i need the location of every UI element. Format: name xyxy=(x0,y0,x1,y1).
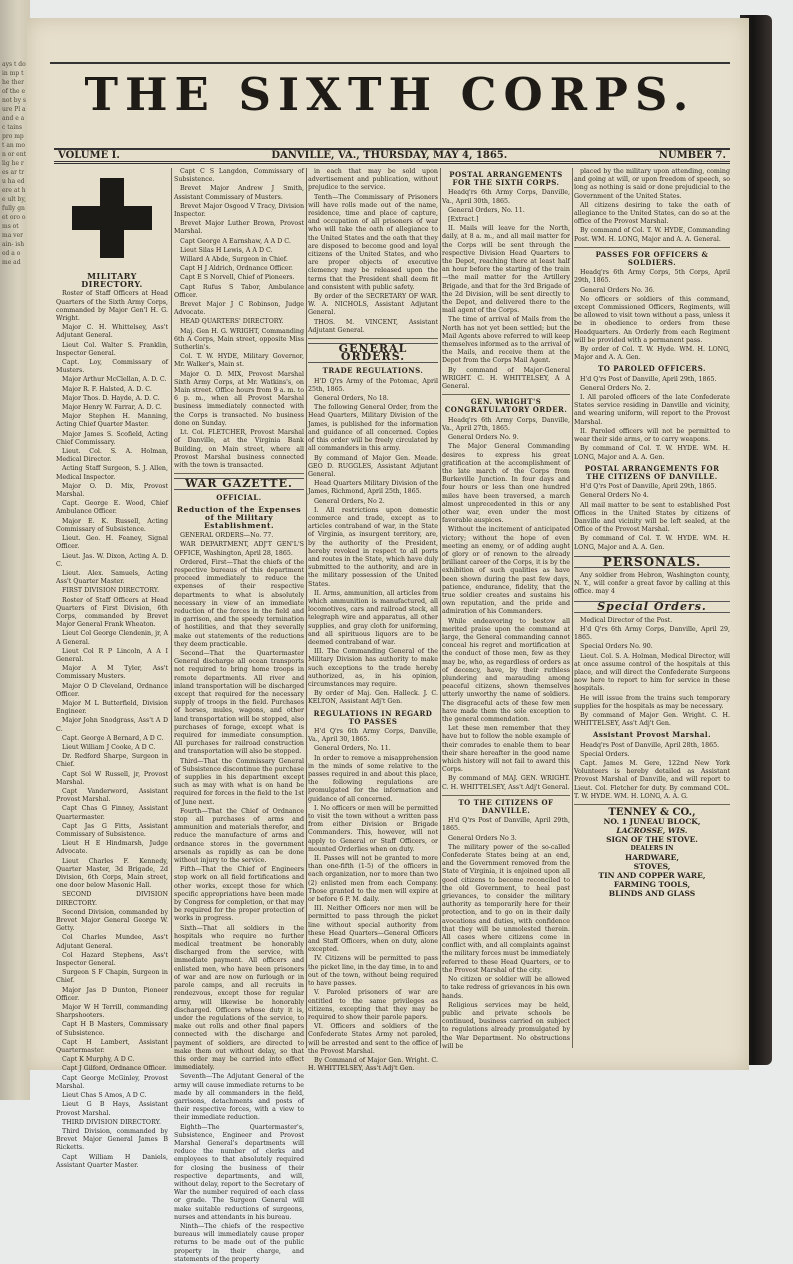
article-paragraph: Second—That the Quartermaster General discharge all ocean transports not required to bring home troops in remote departments. All river and inland transportation will be discharged except that required for the necessary supply of troops in the field. Purchases of horses, mules, wagons, and other land transportation will be stopped, also purchases of forage, except what is required for immediate consumption. All purchases for railroad construction and transportation will also be stopped. xyxy=(174,649,304,756)
ad-dealers: DEALERS IN xyxy=(630,845,674,853)
article-paragraph: General Orders, No 2. xyxy=(314,497,385,505)
greek-cross-emblem xyxy=(72,178,152,258)
col1-body xyxy=(56,290,168,1170)
article-paragraph: WAR DEPARTMENT, ADJ'T GEN'L'S OFFICE, Washington, April 28, 1865. xyxy=(174,541,304,557)
article-paragraph: THIRD DIVISION DIRECTORY. xyxy=(62,1118,161,1126)
trade-body xyxy=(308,378,438,707)
article-paragraph: Brevet Major J C Robinson, Judge Advocate. xyxy=(174,301,304,317)
article-paragraph: In order to remove a misapprehension in the minds of some relative to the passes required in and about this place, the following regulations are promulgated for the information and guidance of all concerned. xyxy=(308,754,438,803)
article-paragraph: Ninth—The chiefs of the respective bureaus will immediately cause proper returns to be made out of the public property in their charge, and statements of the property xyxy=(174,1222,304,1263)
article-paragraph: General Orders No 4. xyxy=(580,492,649,500)
postal-body xyxy=(442,189,570,391)
article-paragraph: III. Neither Officers nor men will be permitted to pass through the picket line without special authority from these Head Quarters—General Officers and Staff Officers, when on duty, alone excepted. xyxy=(308,905,438,954)
article-paragraph: FIRST DIVISION DIRECTORY. xyxy=(62,587,160,595)
citizens-heading: TO THE CITIZENS OF DANVILLE. xyxy=(458,797,554,816)
article-paragraph: Capt H B Masters, Commissary of Subsistence. xyxy=(56,1021,168,1037)
article-paragraph: By order of Maj. Gen. Halleck. J. C. KELTON, Assistant Adj't Gen. xyxy=(308,690,438,706)
special-orders-heading: Special Orders. xyxy=(574,601,730,613)
article-paragraph: Major John Snodgrass, Ass't A D C. xyxy=(56,717,168,733)
article-paragraph: Major James S. Scofield, Acting Chief Commissary. xyxy=(56,430,168,446)
article-paragraph: Major Thos. D. Hayde, A. D. C. xyxy=(62,394,160,402)
military-directory-heading: MILITARY DIRECTORY. xyxy=(81,271,143,290)
postal2-heading: POSTAL ARRANGEMENTS FOR THE CITIZENS OF DANVILLE. xyxy=(584,463,720,481)
article-paragraph: Lieut Charles F. Kennedy, Quarter Master, 3d Brigade, 2d Division, 6th Corps, Main street, one door below Masonic Hall. xyxy=(56,857,168,890)
article-paragraph: Sixth—That all soldiers in the hospitals who require no further medical treatment be honorably discharged from the service, with immediate payment. All officers and enlisted men, who have been prisoners of war and are now on furlough or in parole camps, and all recruits in rendezvous, except those for regular army, will likewise be honorably discharged. Officers whose duty it is, under the regulations of the service, to make out rolls and other final papers connected with the discharge and payment of soldiers, are directed to make them out without delay, so that this order may be carried into effect immediately. xyxy=(174,924,304,1072)
trade-regulations-heading: TRADE REGULATIONS. xyxy=(322,366,424,376)
article-paragraph: II. Passes will not be granted to more than one-fifth (1-5) of the officers in each organization, nor to more than two (2) enlisted men from each Company. Those granted to the men will expire at or before 6 P. M. daily. xyxy=(308,855,438,904)
article-paragraph: Acting Staff Surgeon, S. J. Allen, Medical Inspector. xyxy=(56,465,168,481)
paroled-body xyxy=(574,376,730,462)
article-paragraph: Ordered, First—That the chiefs of the respective bureaus of this department proceed immediately to reduce the expenses of their respective departments to what is absolutely necessary in view of an immediate reduction of the forces in the field and in garrison, and the speedy termination of hostilities, and that they severally make out statements of the reductions they deem practicable. xyxy=(174,558,304,648)
article-paragraph: Capt. George A Bernard, A D C. xyxy=(62,734,164,742)
article-paragraph: By order of Col. T. W. Hyde. WM. H. LONG, Major and A. A. Gen. xyxy=(574,346,730,362)
column-rule xyxy=(171,168,172,1048)
citizens-body xyxy=(442,817,570,1051)
article-paragraph: I. All restrictions upon domestic commerce and trade, except as to articles contraband of war, in the State of Virginia, as insurgent territory, are, by the authority of the President, hereby revoked in respect to all ports and routes in the State, which have duly submitted to the authority, and are in the military possession of the United States. xyxy=(308,506,438,588)
article-paragraph: No officers or soldiers of this command, except Commissioned Officers, Regiments, will be allowed to visit town without a pass, unless it be in obedience to orders from these Headquarters. An Orderly from each Regiment will be provided with a permanent pass. xyxy=(574,295,730,344)
article-paragraph: Third Division, commanded by Brevet Major General James B Ricketts. xyxy=(56,1127,168,1152)
article-paragraph: Col Hazard Stephens, Ass't Inspector General. xyxy=(56,951,168,968)
article-paragraph: Tenth—The Commissary of Prisoners will have rolls made out of the name, residence, time and place of capture, and occupation of all prisoners of war who will take the oath of allegiance to the United States and the oath that they are disposed to become good and loyal citizens of the United States, and who are proper objects of executive clemency may be released upon the terms that the President shall deem fit and consistent with public safety. xyxy=(308,193,438,291)
left-page-fragment-text: ays t do in mp the ther of the e not by sure Pl a and e ac tains pro mpt an mon or ent lig he res ar tru ha ed ere at he ult by, fully gnet oro oms ot ma ver ain- ish ed a ome ad xyxy=(2,61,27,266)
divider xyxy=(442,394,570,395)
article-paragraph: Willard A Abde, Surgeon in Chief. xyxy=(180,256,288,264)
article-paragraph: Fourth—That the Chief of Ordnance stop all purchases of arms and ammunition and materials therefor, and reduce the manufacture of arms and ordnance stores in the government arsenals as rapidly as can be done without injury to the service. xyxy=(174,807,304,865)
personals-heading: PERSONALS. xyxy=(574,556,730,568)
article-paragraph: Roster of Staff Officers at Head Quarters of the Sixth Army Corps, commanded by Major Gen'l H. G. Wright. xyxy=(56,290,168,323)
article-paragraph: While endeavoring to bestow all merited praise upon the command at large, the General commanding cannot conceal his regret and mortification at the conduct of those men, few as they may be, who, as regardless of orders as of decency, have, by their ruthless plundering and marauding among peaceful citizens, shown themselves utterly unworthy the name of soldiers. The disgraceful acts of these few men have made them the sole exception to the general commendation. xyxy=(442,617,570,723)
article-paragraph: H'd Q'rs Post of Danville, April 29th, 1865. xyxy=(580,483,717,491)
article-paragraph: Major O D Cleveland, Ordnance Officer. xyxy=(56,682,168,698)
article-paragraph: By command of Col. T. W. HYDE. WM. H. LONG, Major and A. A. Gen. xyxy=(574,445,730,461)
general-orders-heading: GENERAL ORDERS. xyxy=(308,343,438,363)
ad-goods-3: TIN AND COPPER WARE, xyxy=(598,871,706,881)
congratulatory-heading: GEN. WRIGHT'S CONGRATULATORY ORDER. xyxy=(444,397,568,415)
article-paragraph: Special Orders. xyxy=(580,750,630,758)
column-2 xyxy=(174,168,304,1263)
article-paragraph: Lieut Col. Walter S. Franklin, Inspector General. xyxy=(56,341,168,357)
advertisement xyxy=(574,808,730,898)
postal-heading: POSTAL ARRANGEMENTS FOR THE SIXTH CORPS. xyxy=(449,170,563,188)
article-paragraph: Lieut H E Hindmarsh, Judge Advocate. xyxy=(56,840,168,856)
article-paragraph: General Orders No 3. xyxy=(448,834,517,842)
volume-label: VOLUME I. xyxy=(58,150,120,161)
column-rule xyxy=(306,168,307,1048)
article-paragraph: Lieut. Jas. W. Dixon, Acting A. D. C. xyxy=(56,552,168,568)
article-paragraph: The following General Order, from the Head Quarters, Military Division of the James, is published for the information and guidance of all concerned. Copies of this order will be freely circulated by all commanders in this army. xyxy=(308,404,438,453)
article-paragraph: Medical Director of the Post. xyxy=(580,616,673,624)
article-paragraph: VI. Officers and soldiers of the Confederate States Army not paroled, will be arrested and sent to the office of the Provost Marshal. xyxy=(308,1023,438,1055)
ad-address: NO. 1 JUNEAU BLOCK, xyxy=(603,817,701,827)
article-paragraph: Major W H Terrill, commanding Sharpshooters. xyxy=(56,1004,168,1020)
column-1 xyxy=(56,168,168,1169)
article-paragraph: By command of MAJ. GEN. WRIGHT. C. H. WHITTELSEY, Ass't Adj't General. xyxy=(442,775,570,791)
ad-goods-4: FARMING TOOLS, xyxy=(613,880,691,890)
article-paragraph: GENERAL ORDERS—No. 77. xyxy=(180,532,274,540)
article-paragraph: Capt C S Langdon, Commissary of Subsistence. xyxy=(174,168,304,184)
article-paragraph: Brevet Major Osgood V Tracy, Division Inspector. xyxy=(174,202,304,219)
article-paragraph: Capt. James M. Gere, 122nd New York Volunteers is hereby detailed as Assistant Provost Marshal of Danville, and will report to Lieut. Col. Fletcher for duty. By command COL. T. W. HYDE. WM. H. LONG, A. A. G. xyxy=(574,760,730,800)
article-paragraph: Lieut William J Cooke, A D C. xyxy=(62,743,156,751)
postal2-body xyxy=(574,483,730,552)
article-paragraph: All citizens desiring to take the oath of allegiance to the United States, can do so at the office of the Provost Marshal. xyxy=(574,201,730,226)
article-paragraph: in each that may be sold upon advertisement and publication, without prejudice to the service. xyxy=(308,168,438,192)
col5-body-1 xyxy=(574,168,730,244)
article-paragraph: Capt H J Aldrich, Ordnance Officer. xyxy=(180,265,293,273)
article-paragraph: Col Charles Mundee, Ass't Adjutant General. xyxy=(56,934,168,950)
article-paragraph: Major A M Tyler, Ass't Commissary Musters. xyxy=(56,665,168,681)
special-body xyxy=(574,617,730,729)
article-paragraph: By command of Col. T. W. HYDE. WM. H. LONG, Major and A. A. Gen. xyxy=(574,535,730,551)
article-paragraph: H'd Q'rs Post of Danville, April 29th, 1865. xyxy=(442,817,570,833)
article-paragraph: II. Paroled officers will not be permitted to wear their side arms, or to carry weapons. xyxy=(574,427,730,444)
article-paragraph: Major Jas D Dunton, Pioneer Officer. xyxy=(56,986,168,1002)
reduction-heading: Reduction of the Expenses of the Military Establishment. xyxy=(176,504,302,530)
article-paragraph: Capt K Murphy, A D C. xyxy=(62,1056,135,1064)
regulations-body xyxy=(308,728,438,1073)
personals-body xyxy=(574,572,730,597)
col2-body xyxy=(174,168,304,470)
article-paragraph: Capt Vanderword, Assistant Provost Marshal. xyxy=(56,787,168,804)
article-paragraph: SECOND DIVISION DIRECTORY. xyxy=(56,891,168,907)
article-paragraph: Religious services may be held, public and private schools be continued, business carried on subject to regulations already promulgated by the War Department. No obstructions will be xyxy=(442,1001,570,1050)
apm-heading: Assistant Provost Marshal. xyxy=(592,730,712,740)
article-paragraph: General Orders No. 2. xyxy=(580,384,651,392)
masthead-title: THE SIXTH CORPS. xyxy=(50,62,730,138)
ad-name: TENNEY & CO., xyxy=(608,807,696,819)
article-paragraph: Eighth—The Quartermaster's, Subsistence, Engineer and Provost Marshal General's departments will reduce the number of clerks and employees to that absolutely required for closing the business of their respective departments, and will, without delay, report to the Secretary of War the number required of each class or grade. The Surgeon General will make suitable reductions of surgeons, nurses and attendants in his bureau. xyxy=(174,1123,304,1221)
issue-number: NUMBER 7. xyxy=(658,150,726,161)
article-paragraph: Major O. D. Mix, Provost Marshal. xyxy=(56,482,168,499)
article-paragraph: Fifth—That the Chief of Engineers stop work on all field fortifications and other works, except those for which specific appropriations have been made by Congress for completion, or that may be required for the proper protection of works in progress. xyxy=(174,866,304,923)
article-paragraph: II. Arms, ammunition, all articles from which ammunition is manufactured, all locomotives, cars and railroad stock, all telegraph wire and apparatus, all other supplies, and gray cloth for uniforming, and all spirituous liquors are to be deemed contraband of war. xyxy=(308,589,438,646)
ad-sign: SIGN OF THE STOVE. xyxy=(606,835,698,845)
article-paragraph: General Orders, No. 11. xyxy=(448,206,525,214)
article-paragraph: H'd Q'rs 6th Army Corps, Danville, April 29, 1865. xyxy=(574,625,730,642)
article-paragraph: III. The Commanding General of the Military Division has authority to make such exceptions to the trade hereby authorized, as, in his opinion, circumstances may require. xyxy=(308,648,438,688)
article-paragraph: placed by the military upon attending, coming and going at will, or upon freedom of speech, so long as nothing is said or done prejudicial to the Government of the United States. xyxy=(574,168,730,200)
article-paragraph: Capt Sol W Russell, jr, Provost Marshal. xyxy=(56,770,168,786)
article-paragraph: Special Orders No. 90. xyxy=(580,643,653,651)
ad-goods-1: HARDWARE, xyxy=(625,853,679,863)
article-paragraph: Col. T. W. HYDE, Military Governor, Mr. Walker's, Main st. xyxy=(174,353,304,369)
column-rule xyxy=(440,168,441,1048)
article-paragraph: Headq'rs Post of Danville, April 28th, 1865. xyxy=(580,741,720,749)
divider xyxy=(442,795,570,796)
article-paragraph: Lieut G B Hays, Assistant Provost Marshal. xyxy=(56,1101,168,1117)
ad-goods-2: STOVES, xyxy=(633,862,671,872)
article-paragraph: General Orders No. 36. xyxy=(580,286,655,294)
article-paragraph: THOS. M. VINCENT, Assistant Adjutant General. xyxy=(308,318,438,334)
article-paragraph: Second Division, commanded by Brevet Major General George W. Getty. xyxy=(56,908,168,933)
article-paragraph: I. All paroled officers of the late Confederate States service residing in Danville and vicinity, and wearing uniform, will report to the Provost Marshal. xyxy=(574,394,730,426)
column-3 xyxy=(308,168,438,1073)
article-paragraph: By Command of Major Gen. Wright. C. H. WHITTELSEY, Ass't Adj't Gen. xyxy=(308,1056,438,1073)
ad-goods-5: BLINDS AND GLASS xyxy=(608,889,696,899)
article-paragraph: General Orders, No 18. xyxy=(314,395,389,403)
article-paragraph: By command of Major-General WRIGHT. C. H. WHITTELSEY, A A General. xyxy=(442,366,570,391)
article-paragraph: Any soldier from Hebron, Washington county, N. Y., will confer a great favor by calling at this office. may 4 xyxy=(574,571,730,596)
article-paragraph: Lieut. Col. S. A. Holman, Medical Director, will at once assume control of the hospitals at this place, and will direct the Confederate Surgeons now here to report to him for service in these hospitals. xyxy=(574,652,730,693)
article-paragraph: Roster of Staff Officers at Head Quarters of First Division, 6th Corps, commanded by Brevet Major General Frank Wheaton. xyxy=(56,596,168,629)
place-date: DANVILLE, VA., THURSDAY, MAY 4, 1865. xyxy=(271,150,508,161)
article-paragraph: Capt J Gilford, Ordnance Officer. xyxy=(62,1065,167,1073)
war-gazette-heading: WAR GAZETTE. xyxy=(174,478,304,490)
article-paragraph: Major Henry W. Farrar, A. D. C. xyxy=(62,404,162,412)
article-paragraph: Capt. George E. Wood, Chief Ambulance Officer. xyxy=(56,500,168,516)
article-paragraph: Capt H Lambert, Assistant Quartermaster. xyxy=(56,1038,168,1055)
article-paragraph: Major C. H. Whittelsey, Ass't Adjutant General. xyxy=(56,324,168,340)
official-heading: OFFICIAL. xyxy=(216,493,262,503)
article-paragraph: Surgeon S F Chapin, Surgeon in Chief. xyxy=(56,969,168,985)
article-paragraph: Capt George A Earnshaw, A A D C. xyxy=(180,237,291,245)
ad-city: LACROSSE, WIS. xyxy=(616,826,688,836)
article-paragraph: Headq'rs 6th Army Corps, Danville, Va., April 30th, 1865. xyxy=(442,189,570,205)
article-paragraph: H'd Q'rs 6th Army Corps, Danville, Va., April 30, 1865. xyxy=(308,728,438,744)
column-4 xyxy=(442,168,570,1048)
article-paragraph: Major Stephen H. Manning, Acting Chief Quarter Master. xyxy=(56,413,168,429)
left-page-edge xyxy=(0,0,30,1100)
divider xyxy=(574,804,730,805)
article-paragraph: By command of Major Gen. Meade. GEO D. RUGGLES, Assistant Adjutant General. xyxy=(308,454,438,478)
article-paragraph: Capt Chas G Finney, Assistant Quartermaster. xyxy=(56,805,168,821)
dateline xyxy=(54,148,730,164)
divider xyxy=(574,247,730,248)
article-paragraph: H'D Q'rs Army of the Potomac, April 25th, 1865. xyxy=(308,377,438,393)
article-paragraph: Third—That the Commissary General of Subsistence discontinue the purchase of supplies in his department except such as may with what is on hand be required for forces in the field to the 1st of June next. xyxy=(174,757,304,806)
article-paragraph: Headq'rs 6th Army Corps, Danville, Va., April 27th, 1865. xyxy=(442,416,570,432)
article-paragraph: Major E. K. Russell, Acting Commissary of Subsistence. xyxy=(56,517,168,533)
article-paragraph: Major O. D. MIX, Provost Marshal Sixth Army Corps, at Mr. Watkins's, on Main street. Office hours from 9 a. m. to 6 p. m., when all Provost Marshal business immediately connected with the Corps is transacted. No business done on Sunday. xyxy=(174,370,304,427)
article-paragraph: Capt. Loy, Commissary of Musters. xyxy=(56,359,168,375)
congrat-body xyxy=(442,417,570,792)
article-paragraph: Capt George McGinley, Provost Marshal. xyxy=(56,1074,168,1090)
article-paragraph: Major R. F. Halsted, A. D. C. xyxy=(62,385,152,393)
article-paragraph: Lieut Silas H Lewis, A A D C. xyxy=(180,246,273,254)
article-paragraph: Major Arthur McClellan, A. D. C. xyxy=(62,376,167,384)
passes-heading: PASSES FOR OFFICERS & SOLDIERS. xyxy=(595,249,709,268)
article-paragraph: II. Mails will leave for the North, daily, at 8 a. m., and all mail matter for the Corps will be sent through the respective Division Head Quarters to the Depot, reaching there at least half an hour before the starting of the train—the mail matter for the Artillery Brigade, and that for the 3rd Brigade of the 2d Division, will be sent directly to the Depot, and delivered there to the mail agent of the Corps. xyxy=(442,225,570,315)
passes-body xyxy=(574,269,730,362)
article-paragraph: Lieut. Alex. Samuels, Acting Ass't Quarter Master. xyxy=(56,569,168,586)
column-5 xyxy=(574,168,730,1048)
article-paragraph: Lieut Col George Clendenin, jr, A A General. xyxy=(56,630,168,646)
paroled-heading: TO PAROLED OFFICERS. xyxy=(598,364,706,374)
article-paragraph: Lieut Chas S Amos, A D C. xyxy=(62,1092,147,1100)
article-paragraph: By command of Col. T. W. HYDE, Commanding Post. WM. H. LONG, Major and A. A. General. xyxy=(574,227,730,243)
article-paragraph: The time of arrival of Mails from the North has not yet been settled; but the Mail Agents above referred to will keep themselves informed as to the arrival of the Mails, and receive them at the Depot from the Corps Mail Agent. xyxy=(442,316,570,365)
article-paragraph: No citizen or soldier will be allowed to take redress of grievances in his own hands. xyxy=(442,976,570,1000)
article-paragraph: H'd Q'rs Post of Danville, April 29th, 1865. xyxy=(580,375,717,383)
article-paragraph: Brevet Major Andrew J Smith, Assistant Commissary of Musters. xyxy=(174,185,304,201)
article-paragraph: He will issue from the trains such temporary supplies for the hospitals as may be necessary. xyxy=(574,694,730,710)
article-paragraph: Without the incitement of anticipated victory; without the hope of even meeting an enemy, or of adding aught of glory or of renown to the already brilliant career of the Corps, it is by the exhibition of such qualities as have been shown during the past few days, patience, endurance, fidelity, that the true soldier creates and sustains his own reputation, and the pride and admiration of his Commanders. xyxy=(442,526,570,616)
article-paragraph: By order of the SECRETARY OF WAR. W. A. NICHOLS, Assistant Adjutant General. xyxy=(308,293,438,317)
article-paragraph: IV. Citizens will be permitted to pass the picket line, in the day time, in to and out of the town, without being required to have passes. xyxy=(308,955,438,988)
article-paragraph: Maj. Gen H. G. WRIGHT, Commanding 6th A Corps, Main street, opposite Miss Sutherlin's. xyxy=(174,327,304,352)
article-paragraph: Capt Rufus S Tabor, Ambulance Officer. xyxy=(174,283,304,299)
article-paragraph: [Extract.] xyxy=(448,216,479,224)
article-paragraph: Lt. Col. FLETCHER, Provost Marshal of Danville, at the Virginia Bank Building, on Main street, where all Provost Marshal business connected with the town is transacted. xyxy=(174,429,304,469)
article-paragraph: General Orders No. 9. xyxy=(448,434,519,442)
article-paragraph: Dr. Redford Sharpe, Surgeon in Chief. xyxy=(56,753,168,769)
article-paragraph: Capt E S Norvell, Chief of Pioneers. xyxy=(180,274,295,282)
article-paragraph: By command of Major Gen. Wright. C. H. WHITTELSEY, Ass't Adj't Gen. xyxy=(574,711,730,728)
column-rule xyxy=(572,168,573,1048)
article-paragraph: Head Quarters Military Division of the James, Richmond, April 25th, 1865. xyxy=(308,480,438,496)
article-paragraph: Let these men remember that they have but to follow the noble example of their comrades to enable them to bear their share hereafter in the good name which history will not fail to award this Corps. xyxy=(442,725,570,774)
article-paragraph: Capt William H Daniels, Assistant Quarter Master. xyxy=(56,1153,168,1169)
passes-regulations-heading: REGULATIONS IN REGARD TO PASSES xyxy=(313,708,433,726)
article-paragraph: The military power of the so-called Confederate States being at an end, and the Government removed from the State of Virginia, it is enjoined upon all good citizens to become reconciled to the old Government, to heal past grievances, to consider the military authority as temporarily here for their protection, and to go on in their daily avocations and duties, with confidence that they will be unmolested therein. All cases where citizens come in conflict with, and all complaints against the military forces must be immediately referred to these Head Quarters, or to the Provost Marshal of the city. xyxy=(442,843,570,974)
article-paragraph: Lieut. Geo. H. Feaney, Signal Officer. xyxy=(56,535,168,551)
article-paragraph: General Orders, No. 11. xyxy=(314,745,391,753)
article-paragraph: Headq'rs 6th Army Corps, 5th Corps, April 29th, 1865. xyxy=(574,269,730,285)
article-paragraph: Brevet Major Luther Brown, Provost Marshal. xyxy=(174,220,304,236)
col3-top-body xyxy=(308,168,438,335)
article-paragraph: HEAD QUARTERS' DIRECTORY. xyxy=(180,318,284,326)
apm-body xyxy=(574,742,730,801)
article-paragraph: Capt Jas G Fitts, Assistant Commissary of Subsistence. xyxy=(56,822,168,838)
article-paragraph: Lieut Col R P Lincoln, A A I General. xyxy=(56,647,168,663)
divider xyxy=(308,338,438,339)
article-paragraph: Seventh—The Adjutant General of the army will cause immediate returns to be made by all commanders in the field, garrisons, detachments and posts of their respective forces, with a view to their immediate reduction. xyxy=(174,1073,304,1122)
article-paragraph: All mail matter to be sent to established Post Offices in the United States by citizens of Danville and vicinity will be left sealed, at the Office of the Provost Marshal. xyxy=(574,501,730,534)
article-paragraph: V. Paroled prisoners of war are entitled to the same privileges as citizens, excepting that they may be required to show their parole papers. xyxy=(308,989,438,1021)
article-paragraph: Lieut. Col. S. A. Holman, Medical Director. xyxy=(56,448,168,464)
reduction-body xyxy=(174,532,304,1264)
article-paragraph: I. No officers or men will be permitted to visit the town without a written pass from either Division or Brigade Commanders. This, however, will not apply to General or Staff Officers, or mounted Orderlies when on duty. xyxy=(308,804,438,853)
article-paragraph: Major M L Butterfield, Division Engineer. xyxy=(56,699,168,716)
article-paragraph: The Major General Commanding desires to express his great gratification at the accomplishment of the late march of the Corps from Burkeville Junction. In four days and four hours or less than one hundred miles have been traversed, a march almost unprecedented in this or any other war, even under the most favorable auspices. xyxy=(442,443,570,525)
divider xyxy=(174,473,304,474)
